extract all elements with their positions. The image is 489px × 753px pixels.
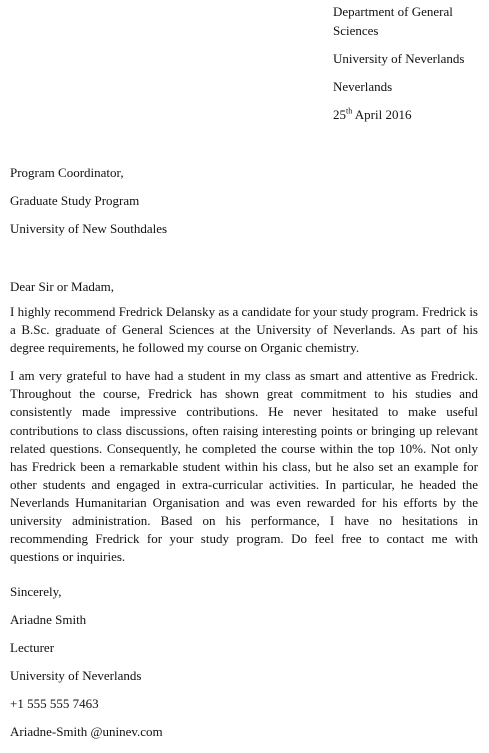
signoff: Sincerely,: [10, 584, 62, 599]
body-paragraph: I highly recommend Fredrick Delansky as a candidate for your study program. Fredrick is a B.Sc. graduate of General Sciences at the University of Neverlands. As part of his degree requirements, he followed my course on Organic chemistry.: [10, 304, 478, 356]
recipient-university: University of New Southdales: [10, 221, 168, 236]
signer-role: Lecturer: [10, 640, 55, 655]
sender-location: Neverlands: [333, 79, 393, 94]
signer-name: Ariadne Smith: [10, 612, 87, 627]
closing-block: [10, 582, 163, 750]
recipient-address-block: [10, 163, 167, 238]
body-paragraph: I am very grateful to have had a student in my class as smart and attentive as Fredrick. Throughout the course, Fredrick has shown great commitment to his studies and consistently made impressive contributions. He never hesitated to make useful contributions to class discussions, often raising interesting points or bringing up relevant related questions. Consequently, he completed the course within the top 10%. Not only has Fredrick been a remarkable student within his class, but he also set an example for other students and engaged in extra-curricular activities. In particular, he headed the Neverlands Humanitarian Organisation and was even rewarded for his efforts by the university administration. Based on his performance, I have no hesitations in recommending Fredrick for your study program. Do feel free to contact me with questions or inquiries.: [10, 368, 478, 565]
date-suffix: th: [346, 106, 353, 116]
signer-phone: +1 555 555 7463: [10, 696, 99, 711]
recipient-program: Graduate Study Program: [10, 193, 140, 208]
letter-body: [10, 303, 478, 576]
sender-university: University of Neverlands: [333, 51, 465, 66]
signer-university: University of Neverlands: [10, 668, 142, 683]
recipient-title: Program Coordinator,: [10, 165, 124, 180]
signer-email: Ariadne-Smith @uninev.com: [10, 724, 163, 739]
sender-department: Department of General Sciences: [333, 4, 453, 38]
date-day: 25: [333, 107, 346, 122]
date-month-year: April 2016: [352, 107, 412, 122]
sender-address-block: [333, 2, 483, 124]
letter-date: [333, 105, 483, 124]
salutation: Dear Sir or Madam,: [10, 279, 114, 294]
